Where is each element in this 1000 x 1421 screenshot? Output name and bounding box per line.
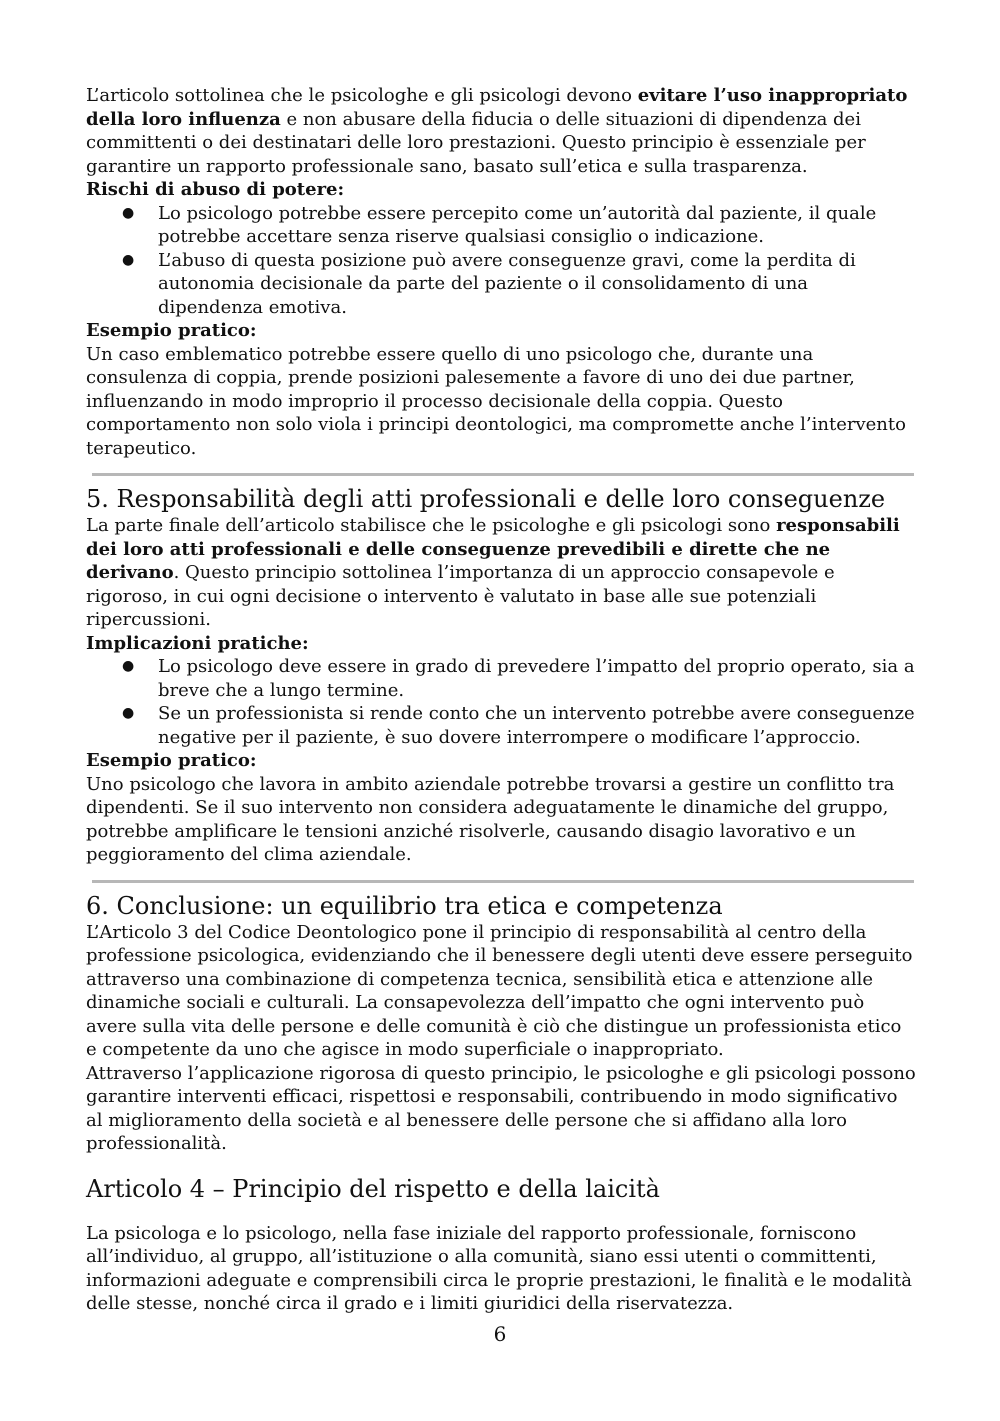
section-divider [92,880,914,883]
list-item: ● Lo psicologo deve essere in grado di prevedere l’impatto del proprio operato, sia a breve che a lungo termine. [122,656,915,701]
document-page [86,84,916,1316]
intro-paragraph: L’articolo sottolinea che le psicologhe e gli psicologi devono evitare l’uso inappropriato della loro influenza e non abusare della fiducia o delle situazioni di dipendenza dei committenti o dei destinatari delle loro prestazioni. Questo principio è essenziale per garantire un rapporto professionale sano, basato sull’etica e sulla trasparenza. [86,85,908,177]
esempio-paragraph: Un caso emblematico potrebbe essere quello di uno psicologo che, durante una consulenza di coppia, prende posizioni palesemente a favore di uno dei due partner, influenzando in modo improprio il processo decisionale della coppia. Questo comportamento non solo viola i principi deontologici, ma compromette anche l’intervento terapeutico. [86,343,906,459]
implicazioni-list [86,655,916,749]
intro-bold-phrase: evitare l’uso inappropriato della loro influenza [86,85,908,130]
section-divider [92,473,914,476]
section-6-title: 6. Conclusione: un equilibrio tra etica e competenza [86,891,723,920]
section-6-paragraph-2: Attraverso l’applicazione rigorosa di questo principio, le psicologhe e gli psicologi possono garantire interventi efficaci, rispettosi e responsabili, contribuendo in modo significativo al miglioramento della società e al benessere delle persone che si affidano alla loro professionalità. [86,1062,916,1154]
esempio-label-2: Esempio pratico: [86,750,257,771]
list-item: ● L’abuso di questa posizione può avere conseguenze gravi, come la perdita di autonomia decisionale da parte del paziente o il consolidamento di una dipendenza emotiva. [122,249,856,318]
esempio-paragraph-2: Uno psicologo che lavora in ambito aziendale potrebbe trovarsi a gestire un conflitto tra dipendenti. Se il suo intervento non considera adeguatamente le dinamiche del gruppo, potrebbe amplificare le tensioni anziché risolverle, causando disagio lavorativo e un peggioramento del clima aziendale. [86,773,895,865]
section-5-title: 5. Responsabilità degli atti professionali e delle loro conseguenze [86,485,886,513]
rischi-list [86,202,916,320]
section-6-paragraph-1: L’Articolo 3 del Codice Deontologico pone il principio di responsabilità al centro della professione psicologica, evidenziando che il benessere degli utenti deve essere perseguito attraverso una combinazione di competenza tecnica, sensibilità etica e attenzione alle dinamiche sociali e culturali. La consapevolezza dell’impatto che ogni intervento può avere sulla vita delle persone e delle comunità è ciò che distingue un professionista etico e competente da uno che agisce in modo superficiale o inappropriato. [86,921,913,1060]
rischi-label: Rischi di abuso di potere: [86,179,345,200]
article-4-title: Articolo 4 – Principio del rispetto e della laicità [86,1174,660,1203]
implicazioni-label: Implicazioni pratiche: [86,632,309,654]
bullet-icon: ● [122,204,135,221]
bullet-icon: ● [122,658,135,674]
page-number: 6 [493,1322,507,1346]
bullet-icon: ● [122,705,135,721]
list-item: ● Se un professionista si rende conto che un intervento potrebbe avere conseguenze negative per il paziente, è suo dovere interrompere o modificare l’approccio. [122,703,915,748]
list-item: ● Lo psicologo potrebbe essere percepito come un’autorità dal paziente, il quale potrebbe accettare senza riserve qualsiasi consiglio o indicazione. [122,202,877,247]
section-5-paragraph: La parte finale dell’articolo stabilisce che le psicologhe e gli psicologi sono responsabili dei loro atti professionali e delle conseguenze prevedibili e dirette che ne derivano. Questo principio sottolinea l’importanza di un approccio consapevole e rigoroso, in cui ogni decisione o intervento è valutato in base alle sue potenziali ripercussioni. [86,515,900,630]
bullet-icon: ● [122,251,135,268]
esempio-label: Esempio pratico: [86,320,257,341]
article-4-paragraph: La psicologa e lo psicologo, nella fase iniziale del rapporto professionale, forniscono all’individuo, al gruppo, all’istituzione o alla comunità, siano essi utenti o committenti, informazioni adeguate e comprensibili circa le proprie prestazioni, le finalità e le modalità delle stesse, nonché circa il grado e i limiti giuridici della riservatezza. [86,1222,912,1314]
section-5-bold-phrase: responsabili dei loro atti professionali e delle conseguenze prevedibili e dirette che ne derivano [86,515,900,583]
